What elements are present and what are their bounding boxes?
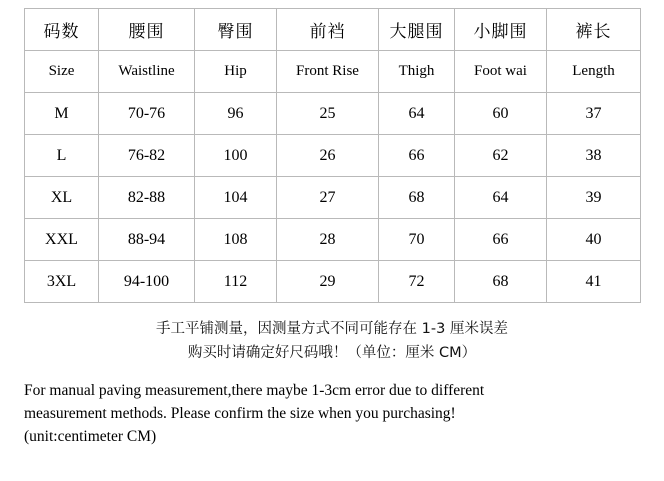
table-cell: 112: [195, 261, 277, 303]
column-header-cn: 大腿围: [379, 9, 455, 51]
table-cell: XL: [25, 177, 99, 219]
column-header-cn: 臀围: [195, 9, 277, 51]
table-header-row-en: [25, 51, 641, 93]
table-cell: 25: [277, 93, 379, 135]
column-header-en: Length: [547, 51, 641, 93]
table-cell: 72: [379, 261, 455, 303]
table-cell: 26: [277, 135, 379, 177]
table-cell: 38: [547, 135, 641, 177]
column-header-cn: 裤长: [547, 9, 641, 51]
table-cell: 88-94: [99, 219, 195, 261]
column-header-en: Front Rise: [277, 51, 379, 93]
table-cell: 100: [195, 135, 277, 177]
table-cell: 62: [455, 135, 547, 177]
table-row: [25, 93, 641, 135]
table-row: [25, 219, 641, 261]
size-chart-page: [0, 8, 664, 481]
measurement-note-en: [24, 379, 640, 448]
table-cell: 66: [379, 135, 455, 177]
table-cell: L: [25, 135, 99, 177]
table-cell: 108: [195, 219, 277, 261]
table-cell: 68: [379, 177, 455, 219]
table-cell: 27: [277, 177, 379, 219]
table-cell: 64: [379, 93, 455, 135]
table-cell: XXL: [25, 219, 99, 261]
measurement-note-en-line1: For manual paving measurement,there maybe 1-3cm error due to different: [24, 382, 485, 399]
table-row: [25, 261, 641, 303]
column-header-cn: 小脚围: [455, 9, 547, 51]
table-cell: M: [25, 93, 99, 135]
table-cell: 64: [455, 177, 547, 219]
column-header-en: Waistline: [99, 51, 195, 93]
measurement-note-cn: [0, 317, 664, 365]
table-cell: 96: [195, 93, 277, 135]
measurement-note-cn-line2: 购买时请确定好尺码哦！（单位：厘米 CM）: [187, 345, 477, 361]
column-header-en: Hip: [195, 51, 277, 93]
column-header-en: Size: [25, 51, 99, 93]
table-cell: 76-82: [99, 135, 195, 177]
table-cell: 28: [277, 219, 379, 261]
size-table: [24, 8, 641, 303]
column-header-cn: 腰围: [99, 9, 195, 51]
table-row: [25, 177, 641, 219]
table-cell: 40: [547, 219, 641, 261]
table-header-row-cn: [25, 9, 641, 51]
column-header-cn: 前裆: [277, 9, 379, 51]
table-cell: 37: [547, 93, 641, 135]
table-cell: 3XL: [25, 261, 99, 303]
table-cell: 39: [547, 177, 641, 219]
table-cell: 66: [455, 219, 547, 261]
table-cell: 41: [547, 261, 641, 303]
table-row: [25, 135, 641, 177]
measurement-note-cn-line1: 手工平铺测量，因测量方式不同可能存在 1-3 厘米误差: [156, 321, 508, 337]
table-cell: 104: [195, 177, 277, 219]
measurement-note-en-line2: measurement methods. Please confirm the size when you purchasing!: [24, 405, 456, 422]
table-cell: 82-88: [99, 177, 195, 219]
table-cell: 94-100: [99, 261, 195, 303]
measurement-note-en-line3: (unit:centimeter CM): [24, 428, 157, 445]
table-cell: 70: [379, 219, 455, 261]
table-cell: 68: [455, 261, 547, 303]
column-header-en: Thigh: [379, 51, 455, 93]
table-cell: 70-76: [99, 93, 195, 135]
column-header-cn: 码数: [25, 9, 99, 51]
column-header-en: Foot wai: [455, 51, 547, 93]
table-cell: 60: [455, 93, 547, 135]
table-cell: 29: [277, 261, 379, 303]
